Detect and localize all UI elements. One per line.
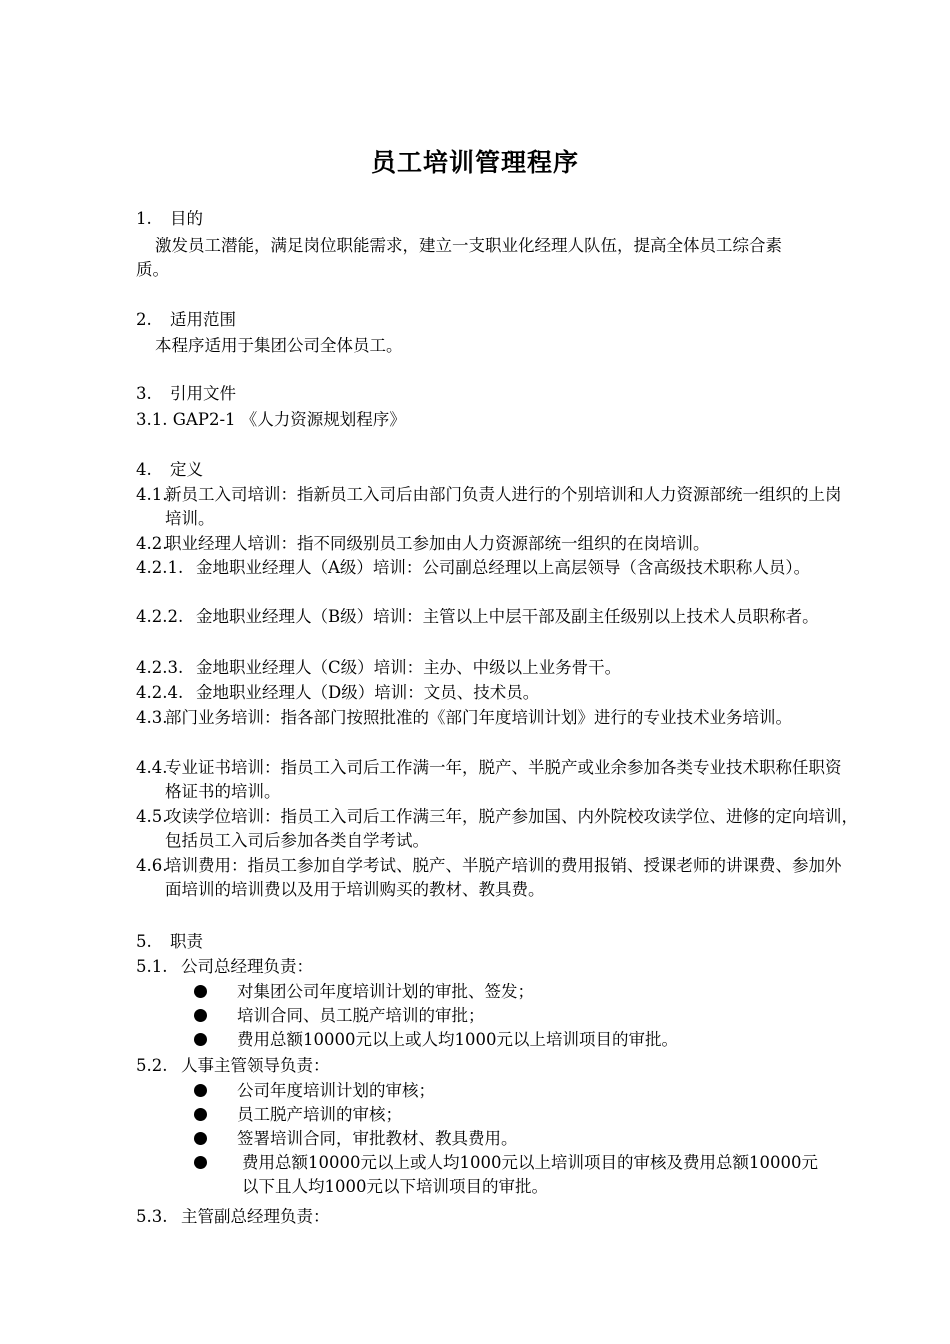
list-item: 签署培训合同，审批教材、教具费用。 [136,1127,826,1151]
definition-4-3: 4.3.部门业务培训：指各部门按照批准的《部门年度培训计划》进行的专业技术业务培训。 [136,708,792,727]
bullet-icon [194,985,207,998]
definition-4-5: 4.5.攻读学位培训：指员工入司后工作满三年，脱产参加国、内外院校攻读学位、进修的定向培训，包括员工入司后参加各类自学考试。 [136,807,858,850]
section-1-body: 激发员工潜能，满足岗位职能需求，建立一支职业化经理人队伍，提高全体员工综合素质。 [136,236,782,279]
section-1-heading: 1. 目的 [136,209,203,228]
bullet-icon [194,1084,207,1097]
list-item: 公司年度培训计划的审核； [136,1079,826,1103]
section-2-body: 本程序适用于集团公司全体员工。 [155,336,403,355]
document-title: 员工培训管理程序 [370,148,579,177]
section-2-heading: 2. 适用范围 [136,310,236,329]
definition-4-2-3: 4.2.3. 金地职业经理人（C级）培训：主办、中级以上业务骨干。 [136,658,622,677]
definition-4-1: 4.1.新员工入司培训：指新员工入司后由部门负责人进行的个别培训和人力资源部统一组织的上岗培训。 [136,485,842,528]
bullet-icon [194,1132,207,1145]
list-item: 费用总额10000元以上或人均1000元以上培训项目的审核及费用总额10000元以下且人均1000元以下培训项目的审批。 [136,1151,826,1199]
bullet-icon [194,1108,207,1121]
responsibility-5-1: 5.1. 公司总经理负责： [136,957,313,976]
definition-4-2-1: 4.2.1. 金地职业经理人（A级）培训：公司副总经理以上高层领导（含高级技术职称人员）。 [136,558,811,577]
responsibility-5-3: 5.3. 主管副总经理负责： [136,1207,330,1226]
section-5-heading: 5. 职责 [136,932,203,951]
bullet-icon [194,1033,207,1046]
bullet-icon [194,1009,207,1022]
list-item: 员工脱产培训的审核； [136,1103,826,1127]
responsibility-5-1-list [136,980,826,1052]
definition-4-4: 4.4.专业证书培训：指员工入司后工作满一年，脱产、半脱产或业余参加各类专业技术职称任职资格证书的培训。 [136,758,842,801]
responsibility-5-2: 5.2. 人事主管领导负责： [136,1056,330,1075]
definition-4-2-2: 4.2.2. 金地职业经理人（B级）培训：主管以上中层干部及副主任级别以上技术人员职称者。 [136,607,819,626]
list-item: 培训合同、员工脱产培训的审批； [136,1004,826,1028]
responsibility-5-2-list [136,1079,826,1199]
bullet-icon [194,1156,207,1169]
definition-4-2: 4.2.职业经理人培训：指不同级别员工参加由人力资源部统一组织的在岗培训。 [136,534,710,553]
list-item: 对集团公司年度培训计划的审批、签发； [136,980,826,1004]
definition-4-2-4: 4.2.4. 金地职业经理人（D级）培训：文员、技术员。 [136,683,540,702]
section-3-heading: 3. 引用文件 [136,384,236,403]
list-item: 费用总额10000元以上或人均1000元以上培训项目的审批。 [136,1028,826,1052]
reference-item: 3.1. GAP2-1 《人力资源规划程序》 [136,410,406,429]
section-4-heading: 4. 定义 [136,460,203,479]
definition-4-6: 4.6.培训费用：指员工参加自学考试、脱产、半脱产培训的费用报销、授课老师的讲课费、参加外面培训的培训费以及用于培训购买的教材、教具费。 [136,856,842,899]
